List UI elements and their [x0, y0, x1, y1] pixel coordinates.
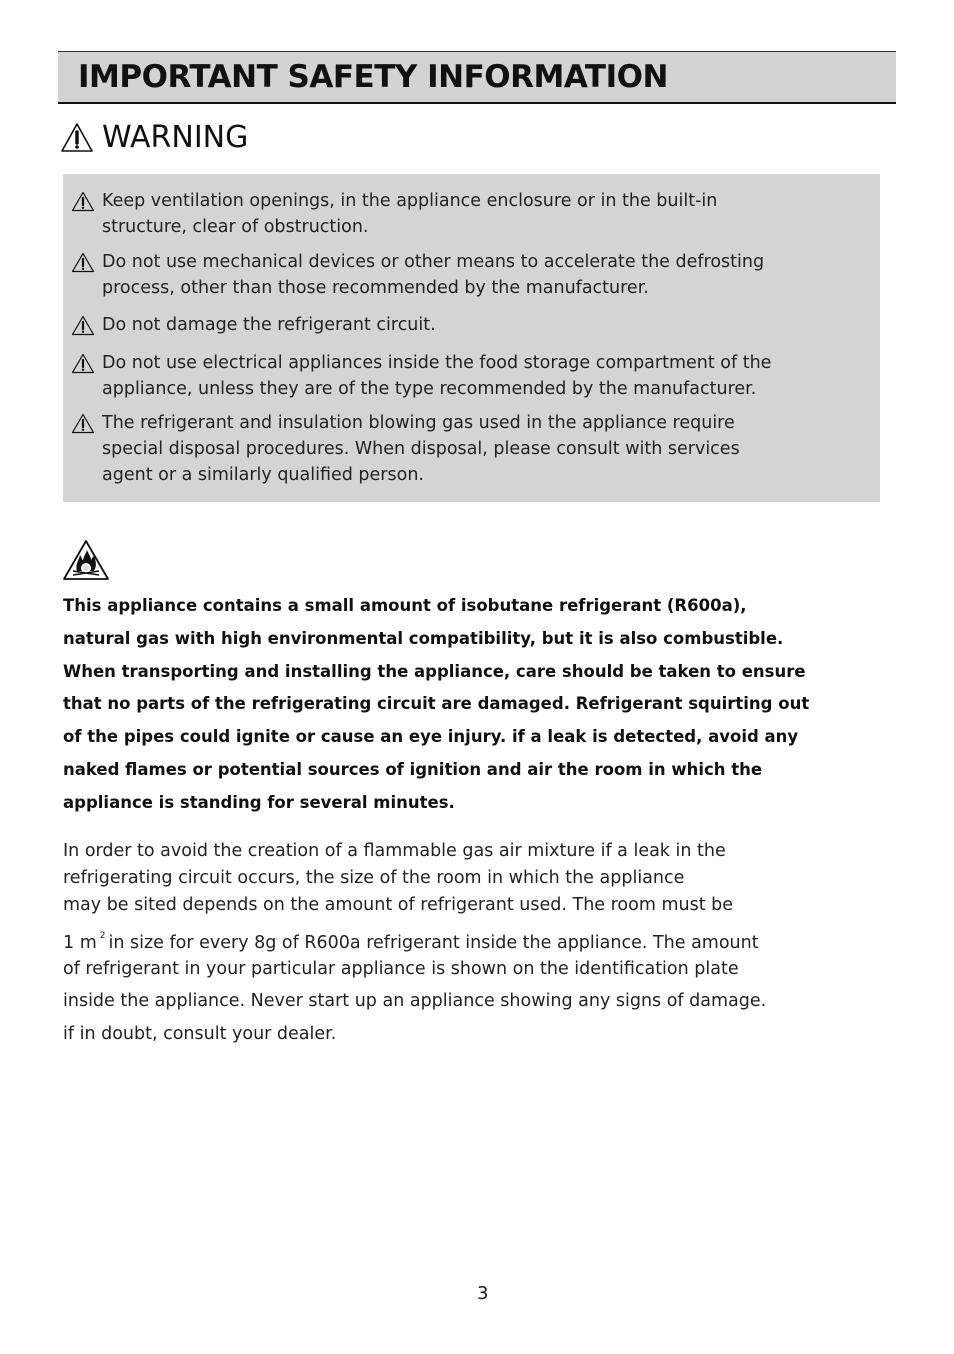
warning-item	[71, 249, 764, 301]
warning-triangle-icon	[71, 252, 95, 273]
paragraph-line: may be sited depends on the amount of refrigerant used. The room must be	[63, 895, 734, 915]
bold-line: that no parts of the refrigerating circuit are damaged. Refrigerant squirting out	[63, 694, 810, 714]
warning-item-line: special disposal procedures. When disposal, please consult with services	[102, 439, 740, 459]
warning-box	[63, 174, 880, 502]
warning-item	[71, 312, 436, 338]
unit-rest-text: in size for every 8g of R600a refrigerant inside the appliance. The amount	[108, 933, 759, 953]
warning-item	[71, 350, 771, 402]
warning-item-line: Keep ventilation openings, in the appliance enclosure or in the built-in	[102, 191, 718, 211]
section-header	[58, 51, 896, 104]
paragraph-line: In order to avoid the creation of a flammable gas air mixture if a leak in the	[63, 841, 726, 861]
warning-triangle-icon	[71, 413, 95, 434]
flammable-warning-icon	[62, 538, 110, 582]
warning-item-line: process, other than those recommended by the manufacturer.	[102, 278, 649, 298]
unit-superscript: 2	[99, 931, 106, 941]
warning-triangle-icon	[71, 315, 95, 336]
warning-triangle-icon	[71, 191, 95, 212]
page-number: 3	[477, 1283, 489, 1304]
flammable-warning-text	[63, 590, 809, 820]
bold-line: natural gas with high environmental compatibility, but it is also combustible.	[63, 628, 784, 648]
warning-item	[71, 410, 740, 488]
unit-text: 1 m	[63, 933, 97, 953]
warning-heading	[60, 120, 248, 155]
warning-item-line: appliance, unless they are of the type recommended by the manufacturer.	[102, 379, 757, 399]
bold-line: naked flames or potential sources of ignition and air the room in which the	[63, 759, 763, 779]
warning-item-line: Do not use mechanical devices or other means to accelerate the defrosting	[102, 252, 765, 272]
warning-title: WARNING	[102, 120, 249, 155]
section-title: IMPORTANT SAFETY INFORMATION	[78, 59, 668, 95]
paragraph-line: if in doubt, consult your dealer.	[63, 1023, 337, 1044]
warning-item-line: structure, clear of obstruction.	[102, 217, 369, 237]
warning-item-line: agent or a similarly qualified person.	[102, 465, 424, 485]
bold-line: This appliance contains a small amount of isobutane refrigerant (R600a),	[63, 596, 747, 615]
warning-triangle-icon	[71, 353, 95, 374]
paragraph-line: refrigerating circuit occurs, the size of the room in which the appliance	[63, 868, 685, 888]
paragraph-line	[63, 919, 766, 952]
warning-item-line: Do not damage the refrigerant circuit.	[102, 315, 436, 335]
paragraph-line: inside the appliance. Never start up an appliance showing any signs of damage.	[63, 991, 767, 1011]
warning-item-line: Do not use electrical appliances inside the food storage compartment of the	[102, 353, 772, 373]
warning-item-line: The refrigerant and insulation blowing gas used in the appliance require	[102, 413, 735, 433]
warning-item	[71, 188, 717, 240]
bold-line: appliance is standing for several minutes.	[63, 792, 455, 812]
warning-triangle-icon	[60, 122, 94, 153]
bold-line: When transporting and installing the appliance, care should be taken to ensure	[63, 661, 806, 681]
room-size-paragraph	[63, 838, 766, 1049]
paragraph-line: of refrigerant in your particular appliance is shown on the identification plate	[63, 958, 739, 979]
bold-line: of the pipes could ignite or cause an eye injury. if a leak is detected, avoid any	[63, 727, 799, 747]
